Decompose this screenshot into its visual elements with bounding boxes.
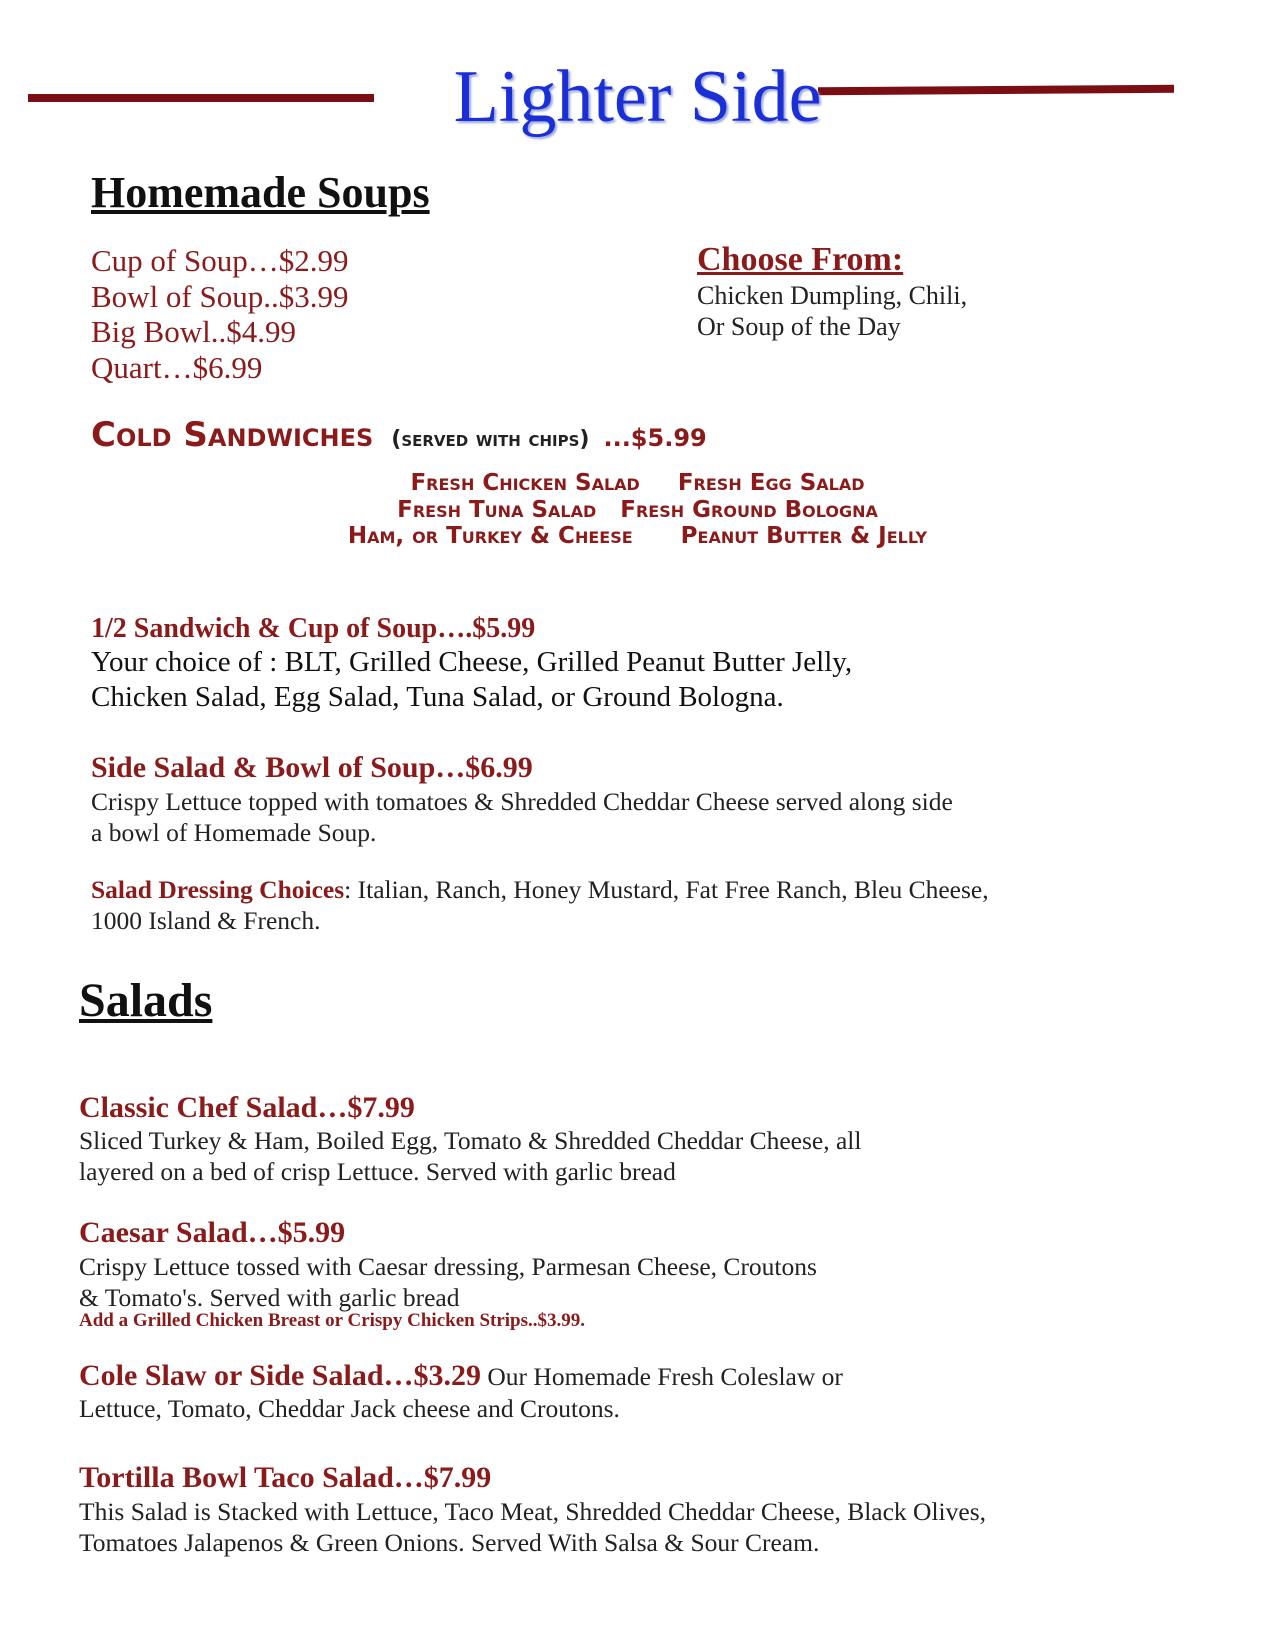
sandwich-row — [0, 470, 1275, 496]
chef-salad-description — [79, 1125, 999, 1187]
cole-slaw-item — [79, 1360, 1059, 1425]
caesar-add-on: Add a Grilled Chicken Breast or Crispy Chicken Strips..$3.99. — [79, 1310, 586, 1331]
half-sandwich-description — [91, 645, 852, 715]
cold-sandwiches-price: ...$5.99 — [603, 424, 707, 452]
sandwich-item: Ham, or Turkey & Cheese — [347, 523, 633, 549]
description-line: Chicken Salad, Egg Salad, Tuna Salad, or Ground Bologna. — [91, 681, 784, 713]
dressing-label: Salad Dressing Choices — [91, 875, 345, 904]
description-line: Crispy Lettuce tossed with Caesar dressing, Parmesan Cheese, Croutons — [79, 1252, 817, 1281]
taco-salad-heading: Tortilla Bowl Taco Salad…$7.99 — [79, 1461, 492, 1494]
half-sandwich-heading: 1/2 Sandwich & Cup of Soup….$5.99 — [91, 613, 536, 644]
sandwich-item: Fresh Tuna Salad — [397, 497, 597, 523]
choose-from-heading: Choose From: — [697, 241, 904, 278]
sandwich-item: Fresh Ground Bologna — [620, 497, 878, 523]
description-line: Our Homemade Fresh Coleslaw or — [481, 1362, 843, 1391]
sandwich-item: Fresh Egg Salad — [677, 470, 865, 496]
side-salad-description — [91, 786, 1091, 848]
page-title: Lighter Side — [453, 56, 822, 138]
soup-price-list — [91, 243, 349, 385]
soups-heading: Homemade Soups — [91, 168, 430, 217]
description-line: This Salad is Stacked with Lettuce, Taco Meat, Shredded Cheddar Cheese, Black Olives, — [79, 1497, 987, 1526]
chef-salad-heading: Classic Chef Salad…$7.99 — [79, 1091, 415, 1124]
sandwich-row — [0, 497, 1275, 523]
soup-choices — [697, 280, 967, 342]
sandwich-row — [0, 523, 1275, 549]
salads-heading: Salads — [79, 974, 213, 1027]
cold-sandwiches-heading — [91, 415, 707, 460]
description-line: Sliced Turkey & Ham, Boiled Egg, Tomato & Shredded Cheddar Cheese, all — [79, 1126, 862, 1155]
soup-price-line: Quart…$6.99 — [91, 349, 263, 385]
dressing-choices — [91, 874, 1211, 936]
sandwich-item: Fresh Chicken Salad — [410, 470, 640, 496]
description-line: Tomatoes Jalapenos & Green Onions. Served With Salsa & Sour Cream. — [79, 1528, 820, 1557]
description-line: a bowl of Homemade Soup. — [91, 818, 377, 847]
cold-sandwiches-note: (served with chips) — [391, 427, 590, 452]
cold-sandwiches-title: Cold Sandwiches — [91, 415, 374, 455]
description-line: Crispy Lettuce topped with tomatoes & Shredded Cheddar Cheese served along side — [91, 787, 953, 816]
caesar-salad-description — [79, 1251, 979, 1313]
dressing-list: : Italian, Ranch, Honey Mustard, Fat Free Ranch, Bleu Cheese, — [344, 875, 989, 904]
description-line: Lettuce, Tomato, Cheddar Jack cheese and Croutons. — [79, 1394, 620, 1423]
caesar-salad-heading: Caesar Salad…$5.99 — [79, 1216, 346, 1249]
soup-price-line: Cup of Soup…$2.99 — [91, 243, 349, 278]
description-line: layered on a bed of crisp Lettuce. Served with garlic bread — [79, 1157, 676, 1186]
description-line: Your choice of : BLT, Grilled Cheese, Grilled Peanut Butter Jelly, — [91, 646, 853, 678]
taco-salad-description — [79, 1496, 1199, 1558]
soup-choice-line: Or Soup of the Day — [697, 312, 901, 341]
soup-price-line: Big Bowl..$4.99 — [91, 314, 296, 349]
sandwich-item: Peanut Butter & Jelly — [680, 523, 928, 549]
soup-choice-line: Chicken Dumpling, Chili, — [697, 281, 968, 310]
soup-price-line: Bowl of Soup..$3.99 — [91, 278, 349, 314]
description-line: & Tomato's. Served with garlic bread — [79, 1283, 460, 1312]
side-salad-heading: Side Salad & Bowl of Soup…$6.99 — [91, 751, 533, 784]
dressing-list-cont: 1000 Island & French. — [91, 906, 321, 935]
cole-slaw-heading: Cole Slaw or Side Salad…$3.29 — [79, 1359, 481, 1392]
